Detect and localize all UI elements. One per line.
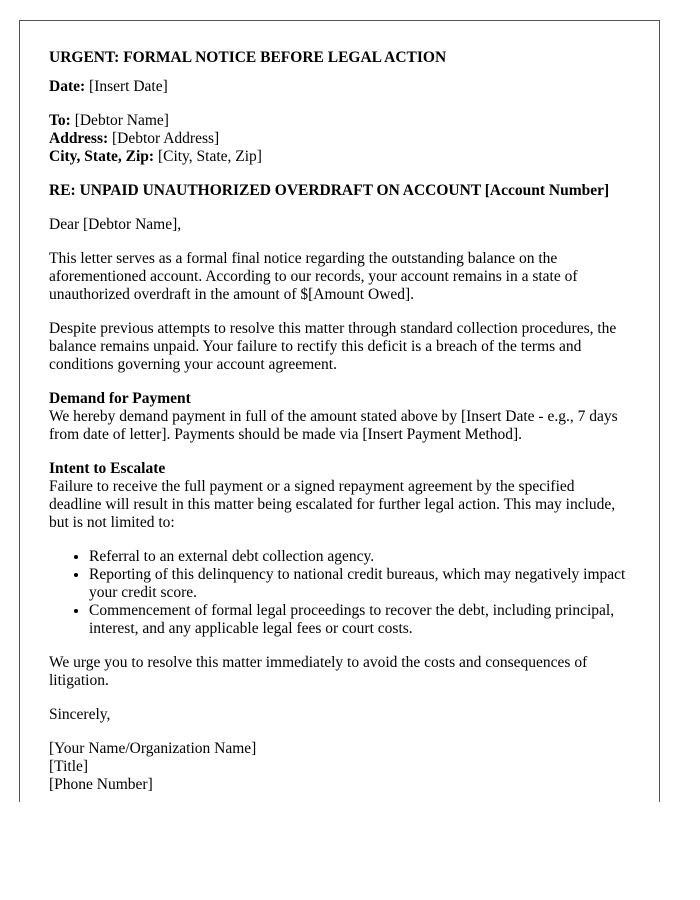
address-value: [Debtor Address]	[112, 130, 220, 147]
signature-title: [Title]	[49, 758, 89, 775]
signature-name: [Your Name/Organization Name]	[49, 740, 257, 757]
body-paragraph-2: Despite previous attempts to resolve this matter through standard collection procedures, the balance remains unpaid. Your failure to rectify this deficit is a breach of the terms and conditions governing your account agreement.	[49, 320, 617, 373]
demand-section	[49, 390, 630, 444]
address-label: Address:	[49, 130, 109, 147]
city-label: City, State, Zip:	[49, 148, 155, 165]
closing-paragraph: We urge you to resolve this matter immediately to avoid the costs and consequences of litigation.	[49, 654, 588, 689]
to-line	[49, 112, 630, 130]
to-value: [Debtor Name]	[74, 112, 169, 129]
list-item: • Referral to an external debt collection agency.	[89, 548, 630, 566]
city-line	[49, 148, 630, 166]
demand-text: We hereby demand payment in full of the amount stated above by [Insert Date - e.g., 7 days from date of letter]. Payments should be made via [Insert Payment Method].	[49, 408, 618, 443]
date-value: [Insert Date]	[89, 78, 168, 95]
escalate-text: Failure to receive the full payment or a signed repayment agreement by the specified deadline will result in this matter being escalated for further legal action. This may include, but is not limited to:	[49, 478, 616, 531]
letter-page	[19, 20, 660, 802]
signature-block	[49, 740, 630, 794]
signature-phone: [Phone Number]	[49, 776, 153, 793]
date-line	[49, 78, 630, 96]
list-item: • Commencement of formal legal proceedings to recover the debt, including principal, interest, and any applicable legal fees or court costs.	[89, 602, 630, 638]
recipient-block	[49, 112, 630, 166]
salutation: Dear [Debtor Name],	[49, 216, 182, 233]
re-line: RE: UNPAID UNAUTHORIZED OVERDRAFT ON ACCOUNT [Account Number]	[49, 182, 610, 199]
city-value: [City, State, Zip]	[157, 148, 262, 165]
list-item: • Reporting of this delinquency to national credit bureaus, which may negatively impact your credit score.	[89, 566, 630, 602]
body-paragraph-1: This letter serves as a formal final notice regarding the outstanding balance on the aforementioned account. According to our records, your account remains in a state of unauthorized overdraft in the amount of $[Amount Owed].	[49, 250, 578, 303]
demand-title: Demand for Payment	[49, 390, 191, 407]
date-label: Date:	[49, 78, 86, 95]
letter-title: URGENT: FORMAL NOTICE BEFORE LEGAL ACTION	[49, 49, 447, 66]
consequences-list	[49, 548, 630, 638]
sign-off: Sincerely,	[49, 706, 111, 723]
escalate-title: Intent to Escalate	[49, 460, 166, 477]
address-line	[49, 130, 630, 148]
escalate-section	[49, 460, 630, 532]
to-label: To:	[49, 112, 71, 129]
